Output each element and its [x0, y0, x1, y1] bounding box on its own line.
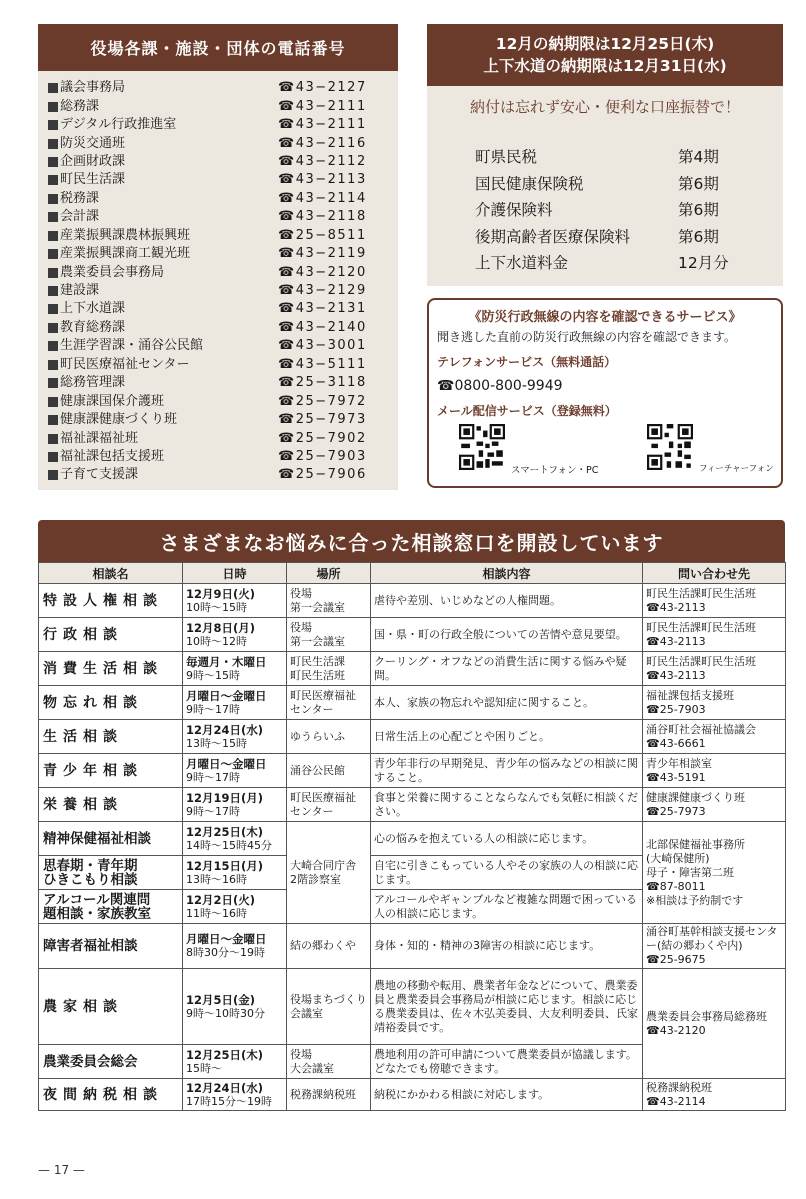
consultation-name: 生活相談 [39, 720, 183, 754]
department-name: 福祉課包括支援班 [60, 448, 165, 464]
consultation-table [38, 562, 786, 1111]
consultation-name: 農業委員会総会 [39, 1045, 183, 1079]
consultation-datetime [183, 584, 287, 618]
phone-number[interactable]: ☎25−8511 [278, 227, 367, 243]
consultation-date: 12月19日(月) [186, 790, 264, 805]
consultation-content: 納税にかかわる相談に対応します。 [371, 1079, 643, 1111]
table-row [39, 969, 786, 1045]
consultation-content: 自宅に引きこもっている人やその家族の人の相談に応じます。 [371, 856, 643, 890]
consultation-datetime [183, 652, 287, 686]
list-item [48, 116, 398, 134]
consultation-content: 虐待や差別、いじめなどの人権問題。 [371, 584, 643, 618]
service-title: 《防災行政無線の内容を確認できるサービス》 [468, 310, 742, 325]
tax-period: 第6期 [678, 174, 719, 193]
department-name: 建設課 [60, 283, 100, 299]
disaster-radio-service [427, 298, 783, 488]
page-number: — 17 — [38, 1163, 85, 1177]
consultation-contact: 農業委員会事務局総務班 ☎43-2120 [643, 969, 786, 1079]
consultation-date: 12月8日(月) [186, 620, 256, 635]
phone-number[interactable]: ☎43−2113 [278, 172, 367, 188]
list-item [48, 319, 398, 337]
phone-list [38, 71, 398, 485]
tax-name: 後期高齢者医療保険料 [475, 227, 631, 246]
list-item [48, 429, 398, 447]
bullet-square-icon [48, 397, 58, 407]
qr-code-smartphone-icon[interactable] [459, 424, 505, 470]
list-item [48, 245, 398, 263]
consultation-date: 12月9日(火) [186, 586, 256, 601]
telephone-service-number[interactable]: ☎0800-800-9949 [437, 378, 563, 394]
phone-number[interactable]: ☎25−7906 [278, 467, 367, 483]
list-item [48, 392, 398, 410]
consultation-place: 町民医療福祉 センター [287, 686, 371, 720]
consultation-name: 栄養相談 [39, 788, 183, 822]
tax-name: 介護保険料 [475, 201, 553, 220]
department-name: 企画財政課 [60, 153, 126, 169]
list-item [475, 223, 783, 250]
consultation-content: 日常生活上の心配ごとや困りごと。 [371, 720, 643, 754]
consultation-place: 町民医療福祉 センター [287, 788, 371, 822]
payment-deadline-panel [427, 24, 783, 286]
table-row [39, 788, 786, 822]
bullet-square-icon [48, 175, 58, 185]
department-name: 子育て支援課 [60, 467, 139, 483]
list-item [48, 153, 398, 171]
bullet-square-icon [48, 212, 58, 222]
list-item [48, 448, 398, 466]
consultation-place: 役場 大会議室 [287, 1045, 371, 1079]
consultation-date: 12月2日(火) [186, 892, 256, 907]
consultation-name: 青少年相談 [39, 754, 183, 788]
table-row [39, 584, 786, 618]
department-name: 生涯学習課・涌谷公民館 [60, 338, 204, 354]
consultation-time: 9時〜17時 [186, 702, 240, 716]
consultation-time: 14時〜15時45分 [186, 838, 272, 852]
consultation-datetime [183, 1079, 287, 1111]
phone-number[interactable]: ☎43−2116 [278, 135, 367, 151]
bullet-square-icon [48, 470, 58, 480]
department-name: 会計課 [60, 209, 100, 225]
consultation-name: 物忘れ相談 [39, 686, 183, 720]
bullet-square-icon [48, 231, 58, 241]
bullet-square-icon [48, 120, 58, 130]
consultation-contact: 福祉課包括支援班 ☎25-7903 [643, 686, 786, 720]
bullet-square-icon [48, 139, 58, 149]
bullet-square-icon [48, 434, 58, 444]
list-item [475, 170, 783, 197]
consultation-name: アルコール関連問 題相談・家族教室 [39, 890, 183, 924]
header-datetime: 日時 [183, 563, 287, 584]
consultation-content: 本人、家族の物忘れや認知症に関すること。 [371, 686, 643, 720]
phone-number[interactable]: ☎43−3001 [278, 338, 367, 354]
qr-code-featurephone-icon[interactable] [647, 424, 693, 470]
tax-name: 上下水道料金 [475, 254, 569, 273]
list-item [48, 356, 398, 374]
department-name: 健康課健康づくり班 [60, 412, 178, 428]
department-name: 総務管理課 [60, 375, 126, 391]
consultation-time: 8時30分〜19時 [186, 946, 265, 959]
consultation-time: 10時〜12時 [186, 634, 247, 648]
qr-featurephone-label: フィーチャーフォン [699, 464, 774, 474]
consultation-name: 夜間納税相談 [39, 1079, 183, 1111]
bullet-square-icon [48, 378, 58, 388]
consultation-date: 月曜日〜金曜日 [186, 932, 267, 946]
consultation-time: 11時〜16時 [186, 906, 247, 920]
department-name: 産業振興課商工観光班 [60, 246, 191, 262]
consultation-datetime [183, 686, 287, 720]
phone-number[interactable]: ☎25−7972 [278, 393, 367, 409]
consultation-datetime [183, 1045, 287, 1079]
consultation-datetime [183, 618, 287, 652]
consultation-name: 障害者福祉相談 [39, 924, 183, 969]
tax-period: 第6期 [678, 227, 719, 246]
phone-number[interactable]: ☎43−2111 [278, 117, 367, 133]
phone-number[interactable]: ☎43−2131 [278, 301, 367, 317]
phone-number[interactable]: ☎43−2119 [278, 246, 367, 262]
department-name: 教育総務課 [60, 319, 126, 335]
bullet-square-icon [48, 360, 58, 370]
consultation-contact: 青少年相談室 ☎43-5191 [643, 754, 786, 788]
consultation-content: 農地の移動や転用、農業者年金などについて、農業委員と農業委員会事務局が相談に応じます。相談に応じる農業委員は、佐々木弘美委員、大友利明委員、氏家靖裕委員です。 [371, 969, 643, 1045]
bullet-square-icon [48, 157, 58, 167]
consultation-datetime [183, 924, 287, 969]
consultation-date: 12月25日(木) [186, 824, 264, 839]
consultation-contact: 涌谷町基幹相談支援センター(結の郷わくや内) ☎25-9675 [643, 924, 786, 969]
phone-directory-title: 役場各課・施設・団体の電話番号 [38, 24, 398, 71]
consultation-date: 毎週月・木曜日 [186, 654, 267, 669]
list-item [475, 249, 783, 276]
consultation-place: 結の郷わくや [287, 924, 371, 969]
consultation-contact: 涌谷町社会福祉協議会 ☎43-6661 [643, 720, 786, 754]
phone-number[interactable]: ☎43−2120 [278, 264, 367, 280]
consultation-place: 町民生活課 町民生活班 [287, 652, 371, 686]
department-name: 上下水道課 [60, 301, 126, 317]
phone-number[interactable]: ☎43−5111 [278, 356, 367, 372]
tax-period: 第6期 [678, 201, 719, 220]
bullet-square-icon [48, 341, 58, 351]
list-item [475, 143, 783, 170]
department-name: 福祉課福祉班 [60, 430, 139, 446]
consultation-content: 食事と栄養に関することならなんでも気軽に相談ください。 [371, 788, 643, 822]
consultation-contact: 北部保健福祉事務所 (大崎保健所) 母子・障害第二班 ☎87-8011 ※相談は予約制です [643, 822, 786, 924]
list-item [48, 374, 398, 392]
consultation-datetime [183, 822, 287, 856]
table-row [39, 1079, 786, 1111]
consultation-content: 青少年非行の早期発見、青少年の悩みなどの相談に関すること。 [371, 754, 643, 788]
consultation-content: 国・県・町の行政全般についての苦情や意見要望。 [371, 618, 643, 652]
phone-number[interactable]: ☎43−2111 [278, 98, 367, 114]
header-content: 相談内容 [371, 563, 643, 584]
consultation-date: 月曜日〜金曜日 [186, 756, 267, 771]
consultation-datetime [183, 856, 287, 890]
bullet-square-icon [48, 268, 58, 278]
phone-number[interactable]: ☎43−2118 [278, 209, 367, 225]
phone-directory [38, 24, 398, 490]
list-item [48, 208, 398, 226]
list-item [48, 466, 398, 484]
department-name: 産業振興課農林振興班 [60, 227, 191, 243]
consultation-name: 行政相談 [39, 618, 183, 652]
consultation-banner: さまざまなお悩みに合った相談窓口を開設しています [38, 520, 785, 562]
consultation-date: 12月24日(水) [186, 722, 264, 737]
bullet-square-icon [48, 286, 58, 296]
table-row [39, 686, 786, 720]
list-item [48, 171, 398, 189]
consultation-contact: 町民生活課町民生活班 ☎43-2113 [643, 652, 786, 686]
tax-name: 国民健康保険税 [475, 174, 584, 193]
department-name: 町民医療福祉センター [60, 356, 190, 372]
phone-number[interactable]: ☎25−3118 [278, 375, 367, 391]
consultation-content: 心の悩みを抱えている人の相談に応じます。 [371, 822, 643, 856]
list-item [48, 227, 398, 245]
phone-number[interactable]: ☎43−2127 [278, 80, 367, 96]
consultation-name: 農家相談 [39, 969, 183, 1045]
department-name: 総務課 [60, 98, 100, 114]
list-item [48, 190, 398, 208]
consultation-name: 精神保健福祉相談 [39, 822, 183, 856]
consultation-place: 役場まちづくり会議室 [287, 969, 371, 1045]
consultation-contact: 税務課納税班 ☎43-2114 [643, 1079, 786, 1111]
table-row [39, 652, 786, 686]
phone-number[interactable]: ☎25−7903 [278, 448, 367, 464]
consultation-datetime [183, 890, 287, 924]
bullet-square-icon [48, 194, 58, 204]
bullet-square-icon [48, 304, 58, 314]
consultation-content: 農地利用の許可申請について農業委員が協議します。どなたでも傍聴できます。 [371, 1045, 643, 1079]
department-name: 農業委員会事務局 [60, 264, 165, 280]
consultation-time: 13時〜16時 [186, 872, 247, 886]
consultation-place: ゆうらいふ [287, 720, 371, 754]
consultation-place: 役場 第一会議室 [287, 618, 371, 652]
table-row [39, 822, 786, 856]
list-item [48, 337, 398, 355]
table-row [39, 618, 786, 652]
consultation-place: 涌谷公民館 [287, 754, 371, 788]
bullet-square-icon [48, 83, 58, 93]
table-header-row [39, 563, 786, 584]
phone-number[interactable]: ☎25−7902 [278, 430, 367, 446]
consultation-time: 13時〜15時 [186, 736, 247, 750]
telephone-service-label: テレフォンサービス（無料通話） [437, 355, 617, 369]
consultation-date: 12月24日(水) [186, 1080, 264, 1095]
payment-title-line2: 上下水道の納期限は12月31日(水) [483, 57, 727, 75]
consultation-date: 12月5日(金) [186, 992, 256, 1007]
table-row [39, 720, 786, 754]
mail-service-label: メール配信サービス（登録無料） [437, 404, 617, 418]
phone-number[interactable]: ☎43−2114 [278, 190, 367, 206]
list-item [48, 134, 398, 152]
header-contact: 問い合わせ先 [643, 563, 786, 584]
consultation-name: 思春期・青年期 ひきこもり相談 [39, 856, 183, 890]
consultation-time: 17時15分〜19時 [186, 1094, 272, 1108]
list-item [48, 300, 398, 318]
header-name: 相談名 [39, 563, 183, 584]
table-row [39, 754, 786, 788]
bullet-square-icon [48, 415, 58, 425]
tax-period: 12月分 [678, 254, 729, 273]
consultation-date: 月曜日〜金曜日 [186, 688, 267, 703]
tax-period: 第4期 [678, 148, 719, 167]
department-name: 健康課国保介護班 [60, 393, 165, 409]
list-item [48, 282, 398, 300]
payment-note: 納付は忘れず安心・便利な口座振替で！ [469, 98, 740, 116]
consultation-place: 大崎合同庁舎 2階診察室 [287, 822, 371, 924]
consultation-time: 9時〜17時 [186, 770, 240, 784]
header-place: 場所 [287, 563, 371, 584]
payment-items [475, 143, 783, 276]
consultation-datetime [183, 969, 287, 1045]
consultation-contact: 町民生活課町民生活班 ☎43-2113 [643, 584, 786, 618]
consultation-content: クーリング・オフなどの消費生活に関する悩みや疑問。 [371, 652, 643, 686]
table-row [39, 924, 786, 969]
consultation-content: 身体・知的・精神の3障害の相談に応じます。 [371, 924, 643, 969]
consultation-date: 12月15日(月) [186, 858, 264, 873]
consultation-time: 9時〜10時30分 [186, 1006, 265, 1020]
bullet-square-icon [48, 452, 58, 462]
phone-number[interactable]: ☎43−2129 [278, 283, 367, 299]
tax-name: 町県民税 [475, 148, 538, 167]
consultation-time: 9時〜15時 [186, 668, 240, 682]
list-item [48, 97, 398, 115]
payment-title-line1: 12月の納期限は12月25日(木) [495, 35, 715, 53]
payment-deadline-header [427, 24, 783, 86]
consultation-content: アルコールやギャンブルなど複雑な問題で困っている人の相談に応じます。 [371, 890, 643, 924]
consultation-datetime [183, 754, 287, 788]
department-name: デジタル行政推進室 [60, 117, 177, 133]
bullet-square-icon [48, 249, 58, 259]
consultation-place: 税務課納税班 [287, 1079, 371, 1111]
qr-smartphone-label: スマートフォン・PC [511, 465, 599, 476]
consultation-time: 9時〜17時 [186, 804, 240, 818]
phone-number[interactable]: ☎43−2112 [278, 153, 367, 169]
consultation-contact: 健康課健康づくり班 ☎25-7973 [643, 788, 786, 822]
bullet-square-icon [48, 323, 58, 333]
consultation-time: 10時〜15時 [186, 600, 247, 614]
list-item [48, 263, 398, 281]
list-item [48, 79, 398, 97]
consultation-datetime [183, 720, 287, 754]
consultation-section [38, 520, 785, 1136]
department-name: 防災交通班 [60, 135, 126, 151]
department-name: 町民生活課 [60, 172, 126, 188]
list-item [475, 196, 783, 223]
consultation-date: 12月25日(木) [186, 1047, 264, 1062]
bullet-square-icon [48, 102, 58, 112]
phone-number[interactable]: ☎25−7973 [278, 412, 367, 428]
consultation-contact: 町民生活課町民生活班 ☎43-2113 [643, 618, 786, 652]
list-item [48, 411, 398, 429]
department-name: 税務課 [60, 190, 100, 206]
consultation-name: 特設人権相談 [39, 584, 183, 618]
department-name: 議会事務局 [60, 80, 126, 96]
phone-number[interactable]: ☎43−2140 [278, 319, 367, 335]
consultation-datetime [183, 788, 287, 822]
consultation-time: 15時〜 [186, 1061, 222, 1075]
consultation-place: 役場 第一会議室 [287, 584, 371, 618]
consultation-name: 消費生活相談 [39, 652, 183, 686]
service-description: 聞き逃した直前の防災行政無線の内容を確認できます。 [437, 330, 737, 344]
